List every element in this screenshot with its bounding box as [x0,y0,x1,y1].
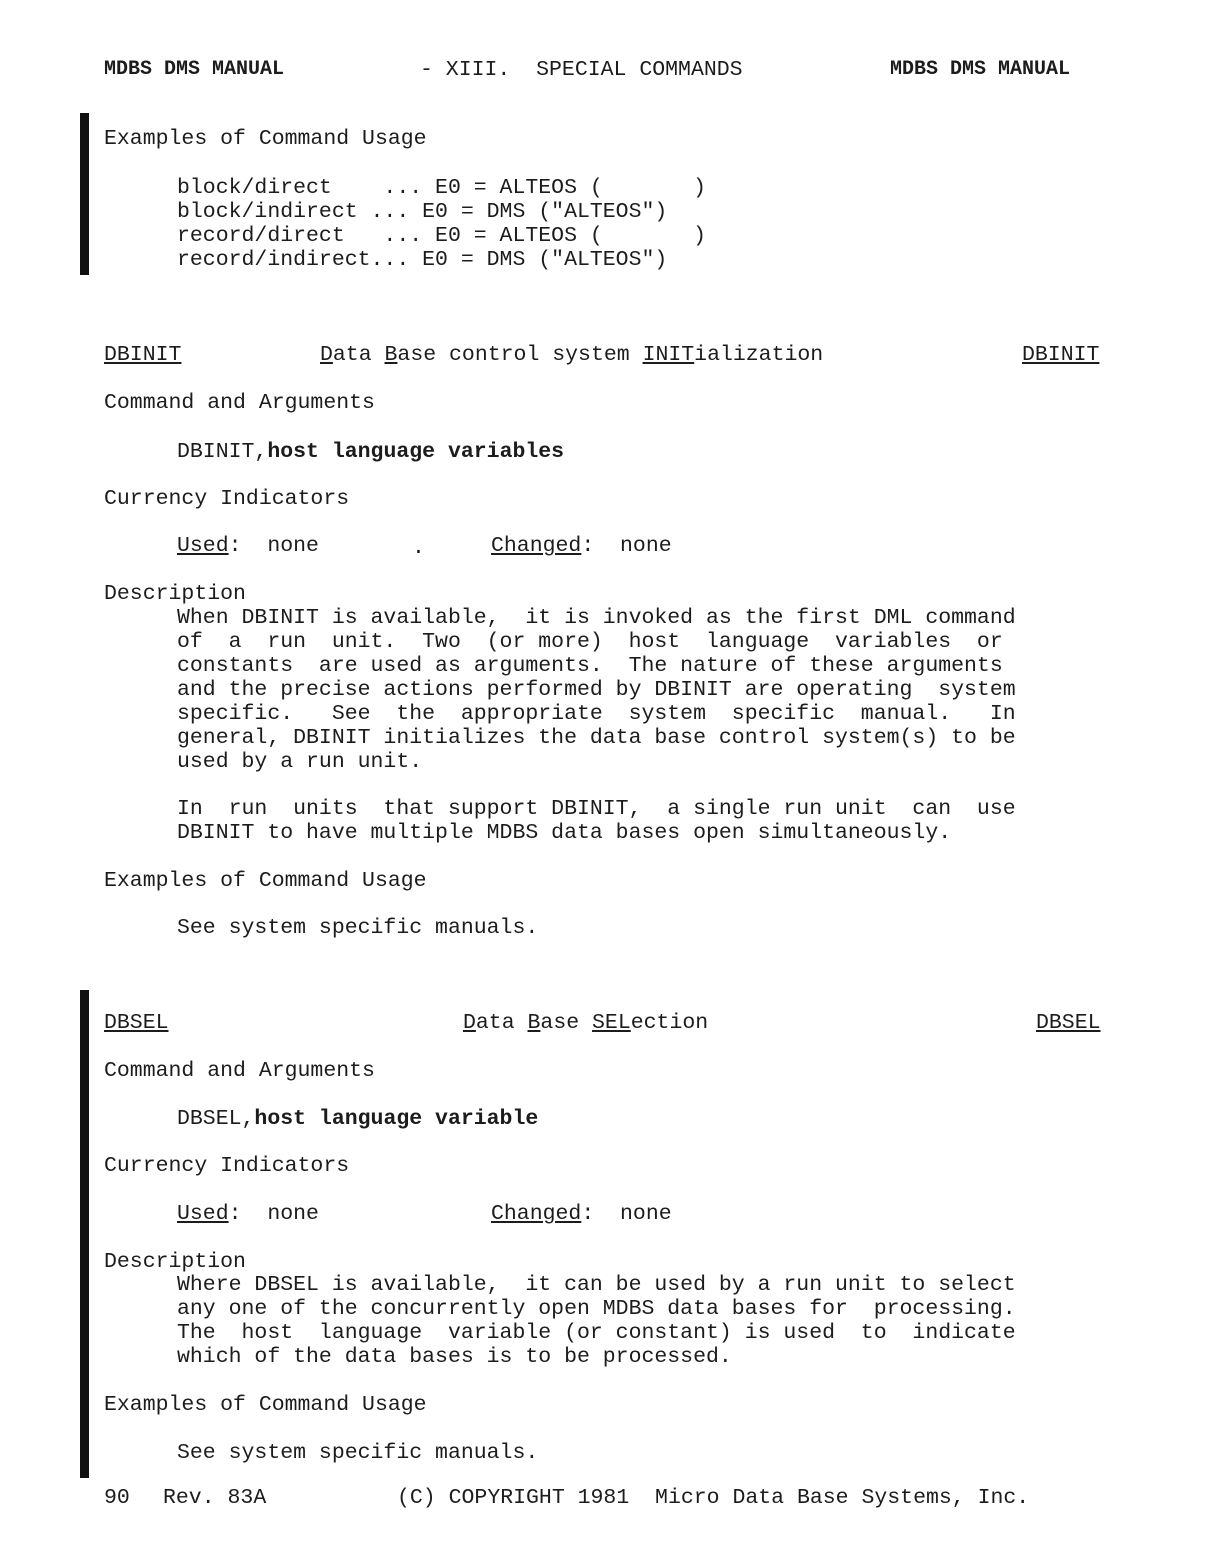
dbinit-title-part: ialization [694,343,824,367]
dbinit-title-part: D [320,343,333,367]
dbinit-desc-line: DBINIT to have multiple MDBS data bases open simultaneously. [177,821,952,845]
dbsel-changed-value: : none [581,1202,672,1226]
dbsel-desc-line: any one of the concurrently open MDBS data bases for processing. [177,1297,1016,1321]
dbinit-changed [491,534,672,558]
dbinit-title-part: B [384,343,398,367]
header-center: - XIII. SPECIAL COMMANDS [420,58,743,82]
dbinit-desc-line: specific. See the appropriate system specific manual. In [177,702,1016,726]
dbsel-examples-text: See system specific manuals. [177,1441,539,1465]
top-examples-heading: Examples of Command Usage [104,127,427,151]
header-right: MDBS DMS MANUAL [890,58,1071,81]
dbinit-desc-line: When DBINIT is available, it is invoked as the first DML command [177,606,1016,630]
dbsel-title-part: ection [630,1011,709,1035]
dbsel-title-part: SEL [592,1011,631,1035]
dbsel-title-part: B [527,1011,541,1035]
dbsel-used-label: Used [177,1202,229,1226]
dbsel-changed-label: Changed [491,1202,582,1226]
dbsel-cmd-args: host language variable [254,1107,539,1131]
footer-revision: Rev. 83A [163,1486,267,1510]
dbsel-name-left: DBSEL [104,1011,169,1035]
dbinit-currency-heading: Currency Indicators [104,487,350,511]
top-example-line: record/indirect... E0 = DMS ("ALTEOS") [177,248,668,272]
dbinit-desc-line: general, DBINIT initializes the data base control system(s) to be [177,726,1016,750]
dbinit-name-right: DBINIT [1022,343,1100,367]
dbsel-desc-line: which of the data bases is to be processed. [177,1345,732,1369]
dbsel-examples-heading: Examples of Command Usage [104,1393,427,1417]
top-example-line: block/direct ... E0 = ALTEOS ( ) [177,176,706,200]
dbsel-title-part: D [463,1011,476,1035]
dbinit-examples-heading: Examples of Command Usage [104,869,427,893]
dbinit-name-left: DBINIT [104,343,182,367]
dbinit-changed-value: : none [581,534,672,558]
dbsel-desc-heading: Description [104,1250,246,1274]
dbinit-cmd-syntax [177,440,564,464]
dbsel-used [177,1202,319,1226]
dbinit-title [320,343,823,367]
dbinit-examples-text: See system specific manuals. [177,916,539,940]
dbsel-changed [491,1202,672,1226]
dbinit-used-value: : none [228,534,319,558]
dbsel-name-right: DBSEL [1036,1011,1101,1035]
dbinit-title-part: ata [332,343,385,367]
dbinit-desc-line: and the precise actions performed by DBINIT are operating system [177,678,1016,702]
dbinit-cmd-args: host language variables [267,440,565,464]
footer-page-number: 90 [104,1486,130,1510]
dbinit-title-part: ase control system [397,343,643,367]
change-bar-top [80,113,89,275]
dbinit-title-part: INIT [642,343,695,367]
dbinit-desc-heading: Description [104,582,246,606]
dbsel-cmd-prefix: DBSEL, [177,1107,255,1131]
dbinit-dot: . [412,536,425,560]
dbsel-title-part: ata [475,1011,528,1035]
top-example-line: record/direct ... E0 = ALTEOS ( ) [177,224,706,248]
dbinit-desc-line: used by a run unit. [177,750,423,774]
top-example-line: block/indirect ... E0 = DMS ("ALTEOS") [177,200,668,224]
dbsel-used-value: : none [228,1202,319,1226]
dbinit-desc-line: In run units that support DBINIT, a single run unit can use [177,797,1016,821]
dbinit-cmd-prefix: DBINIT, [177,440,268,464]
dbinit-desc-line: of a run unit. Two (or more) host language variables or [177,630,1003,654]
dbinit-used-label: Used [177,534,229,558]
dbsel-currency-heading: Currency Indicators [104,1154,350,1178]
dbinit-desc-line: constants are used as arguments. The nature of these arguments [177,654,1003,678]
dbsel-title [463,1011,708,1035]
dbinit-used [177,534,319,558]
header-left: MDBS DMS MANUAL [104,58,285,81]
dbsel-desc-line: The host language variable (or constant) is used to indicate [177,1321,1016,1345]
dbsel-cmd-syntax [177,1107,538,1131]
dbsel-cmd-heading: Command and Arguments [104,1059,375,1083]
change-bar-bottom [80,990,89,1478]
footer-copyright: (C) COPYRIGHT 1981 Micro Data Base Systems, Inc. [397,1486,1030,1510]
dbinit-cmd-heading: Command and Arguments [104,391,375,415]
dbsel-title-part: ase [540,1011,593,1035]
dbsel-desc-line: Where DBSEL is available, it can be used by a run unit to select [177,1273,1016,1297]
dbinit-changed-label: Changed [491,534,582,558]
